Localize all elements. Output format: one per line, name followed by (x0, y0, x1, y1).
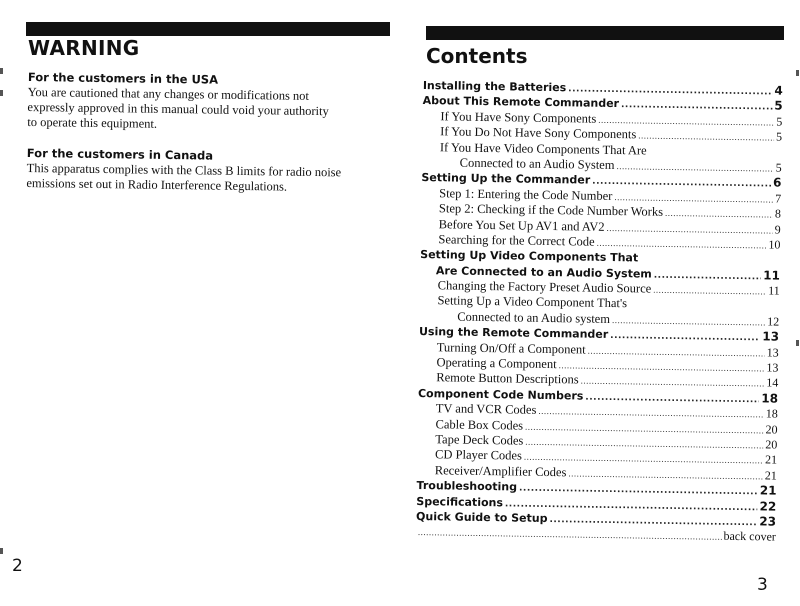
toc-entry[interactable]: Setting Up the Commander ..... 6 (421, 170, 781, 191)
scan-mark (0, 68, 3, 74)
scan-mark (0, 548, 3, 554)
toc-entry[interactable]: If You Do Not Have Sony Components ..... 5 (422, 124, 782, 145)
usa-notice (27, 85, 388, 135)
toc-page: back cover (723, 529, 776, 544)
header-rule-left (26, 22, 390, 36)
toc-page: 10 (768, 237, 781, 252)
toc-entry[interactable]: Connected to an Audio System ..... 5 (422, 155, 782, 176)
toc-leader (580, 374, 764, 392)
warning-section (26, 70, 388, 212)
toc-page: 4 (774, 83, 783, 98)
toc-entry[interactable]: Step 1: Entering the Code Number ..... 7 (421, 186, 781, 207)
toc-entry[interactable]: Installing the Batteries ..... 4 (423, 78, 783, 99)
toc-leader (638, 129, 774, 147)
toc-page: 5 (776, 129, 783, 144)
toc-page: 6 (772, 175, 782, 190)
toc-page: 13 (762, 329, 780, 344)
toc-page: 8 (774, 206, 782, 221)
toc-page: 14 (766, 375, 779, 391)
page-number-left: 2 (12, 556, 23, 576)
toc-page: 18 (765, 406, 778, 421)
toc-page: 21 (764, 468, 777, 483)
toc-leader (653, 283, 766, 300)
toc-entry[interactable]: CD Player Codes ..... 21 (417, 447, 777, 468)
toc-page: 13 (766, 345, 779, 360)
toc-page: 7 (775, 191, 782, 206)
scan-mark (796, 70, 799, 76)
toc-page: 5 (774, 98, 783, 114)
toc-page: 13 (766, 360, 779, 375)
toc-entry[interactable]: Using the Remote Commander ..... 13 (419, 324, 779, 345)
canada-notice-line: emissions set out in Radio Interference Regulations. (26, 175, 288, 194)
toc-leader (568, 466, 763, 484)
toc-entry[interactable]: Troubleshooting ..... 21 (416, 478, 776, 499)
toc-page: 9 (774, 222, 781, 237)
toc-page: 18 (761, 391, 779, 406)
usa-notice-line: expressly approved in this manual could void your authority (27, 99, 329, 119)
toc-entry[interactable]: Setting Up Video Components That (420, 248, 639, 265)
toc-entry[interactable]: Connected to an Audio system ..... 12 (419, 309, 779, 330)
canada-notice-line: This apparatus complies with the Class B limits for radio noise (26, 160, 342, 180)
scan-mark (0, 90, 3, 96)
toc-entry[interactable]: Changing the Factory Preset Audio Source ..... 11 (420, 278, 780, 299)
toc-page: 12 (767, 314, 780, 329)
header-rule-right (426, 26, 784, 40)
canada-subheading: For the customers in Canada (26, 145, 214, 163)
table-of-contents (416, 78, 783, 545)
toc-page: 20 (765, 437, 778, 452)
toc-entry[interactable]: If You Have Video Components That Are (439, 139, 647, 158)
toc-page: 11 (768, 283, 780, 298)
toc-entry[interactable]: Before You Set Up AV1 and AV2 ..... 9 (421, 216, 781, 237)
usa-notice-line: to operate this equipment. (27, 114, 158, 131)
toc-entry[interactable]: Operating a Component ..... 13 (418, 355, 778, 376)
page-number-right: 3 (757, 575, 768, 595)
toc-entry[interactable]: Component Code Numbers ..... 18 (418, 386, 778, 407)
toc-leader (612, 313, 765, 331)
usa-notice-line: You are cautioned that any changes or modifications not (27, 84, 310, 103)
toc-page: 23 (759, 514, 777, 529)
toc-entry[interactable]: Turning On/Off a Component ..... 13 (419, 340, 779, 361)
toc-entry[interactable]: Specifications ..... 22 (416, 493, 776, 514)
toc-entry[interactable]: About This Remote Commander ..... 5 (423, 93, 783, 114)
toc-entry[interactable]: Step 2: Checking if the Code Number Works ..... 8 (421, 201, 781, 222)
toc-page: 20 (765, 422, 778, 437)
toc-entry[interactable]: Are Connected to an Audio System ..... 11 (420, 263, 780, 284)
toc-entry[interactable]: Receiver/Amplifier Codes ..... 21 (417, 463, 777, 484)
toc-page: 21 (764, 452, 778, 467)
toc-page: 21 (759, 483, 777, 498)
contents-heading: Contents (426, 44, 528, 68)
toc-entry[interactable]: Cable Box Codes ..... 20 (417, 417, 777, 438)
toc-entry[interactable]: Searching for the Correct Code ..... 10 (420, 232, 780, 253)
toc-leader (616, 159, 773, 177)
scan-mark (796, 340, 799, 346)
toc-entry[interactable]: If You Have Sony Components ..... 5 (422, 109, 782, 130)
toc-entry[interactable]: Remote Button Descriptions ..... 14 (418, 370, 778, 391)
toc-page: 11 (763, 268, 781, 283)
toc-page: 22 (759, 498, 777, 514)
toc-entry[interactable]: Tape Deck Codes ..... 20 (417, 432, 777, 453)
toc-leader (665, 206, 773, 223)
usa-subheading: For the customers in the USA (27, 70, 219, 87)
canada-notice (26, 161, 386, 196)
toc-entry[interactable]: Quick Guide to Setup ..... 23 (416, 509, 776, 530)
toc-page: 5 (775, 160, 782, 175)
toc-entry[interactable]: TV and VCR Codes ..... 18 (418, 401, 778, 422)
warning-heading: WARNING (28, 36, 140, 60)
toc-page: 5 (776, 114, 783, 129)
toc-entry[interactable]: Setting Up a Video Component That's (437, 293, 628, 311)
